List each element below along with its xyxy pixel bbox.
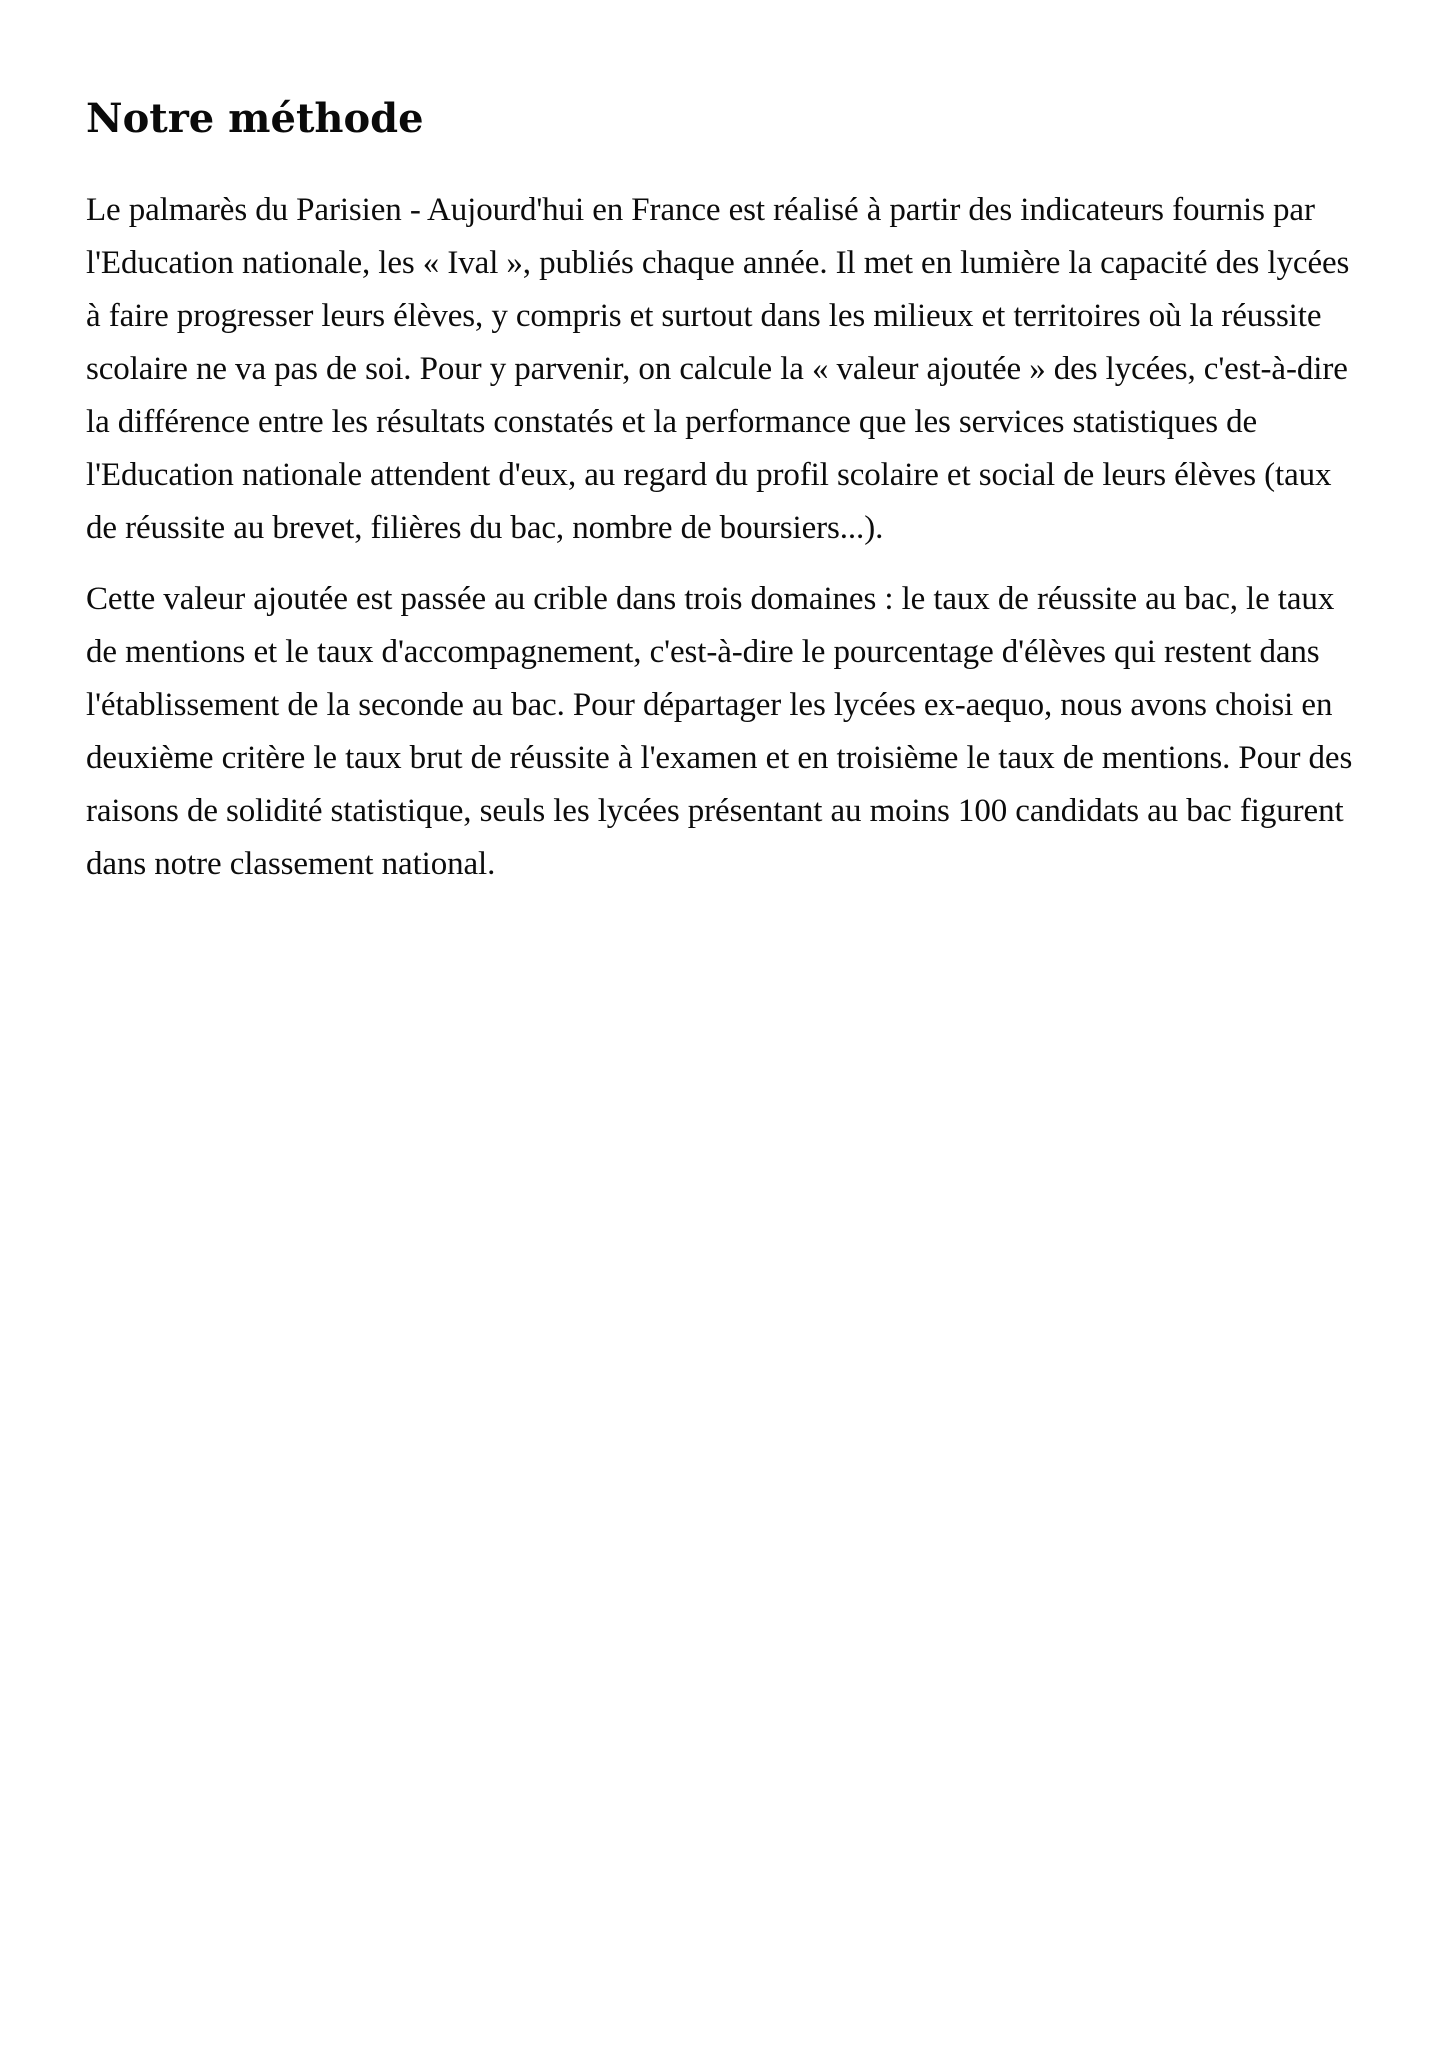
paragraph-criteria: Cette valeur ajoutée est passée au crible dans trois domaines : le taux de réussite au bac, le taux de mentions et le taux d'accompagnement, c'est-à-dire le pourcentage d'élèves qui restent dans l'établissement de la seconde au bac. Pour départager les lycées ex-aequo, nous avons choisi en deuxième critère le taux brut de réussite à l'examen et en troisième le taux de mentions. Pour des raisons de solidité statistique, seuls les lycées présentant au moins 100 candidats au bac figurent dans notre classement national.: [86, 581, 1353, 882]
page-title: Notre méthode: [86, 95, 424, 142]
paragraph-methodology: Le palmarès du Parisien - Aujourd'hui en France est réalisé à partir des indicateurs fournis par l'Education nationale, les « Ival », publiés chaque année. Il met en lumière la capacité des lycées à faire progresser leurs élèves, y compris et surtout dans les milieux et territoires où la réussite scolaire ne va pas de soi. Pour y parvenir, on calcule la « valeur ajoutée » des lycées, c'est-à-dire la différence entre les résultats constatés et la performance que les services statistiques de l'Education nationale attendent d'eux, au regard du profil scolaire et social de leurs élèves (taux de réussite au brevet, filières du bac, nombre de boursiers...).: [86, 192, 1350, 546]
